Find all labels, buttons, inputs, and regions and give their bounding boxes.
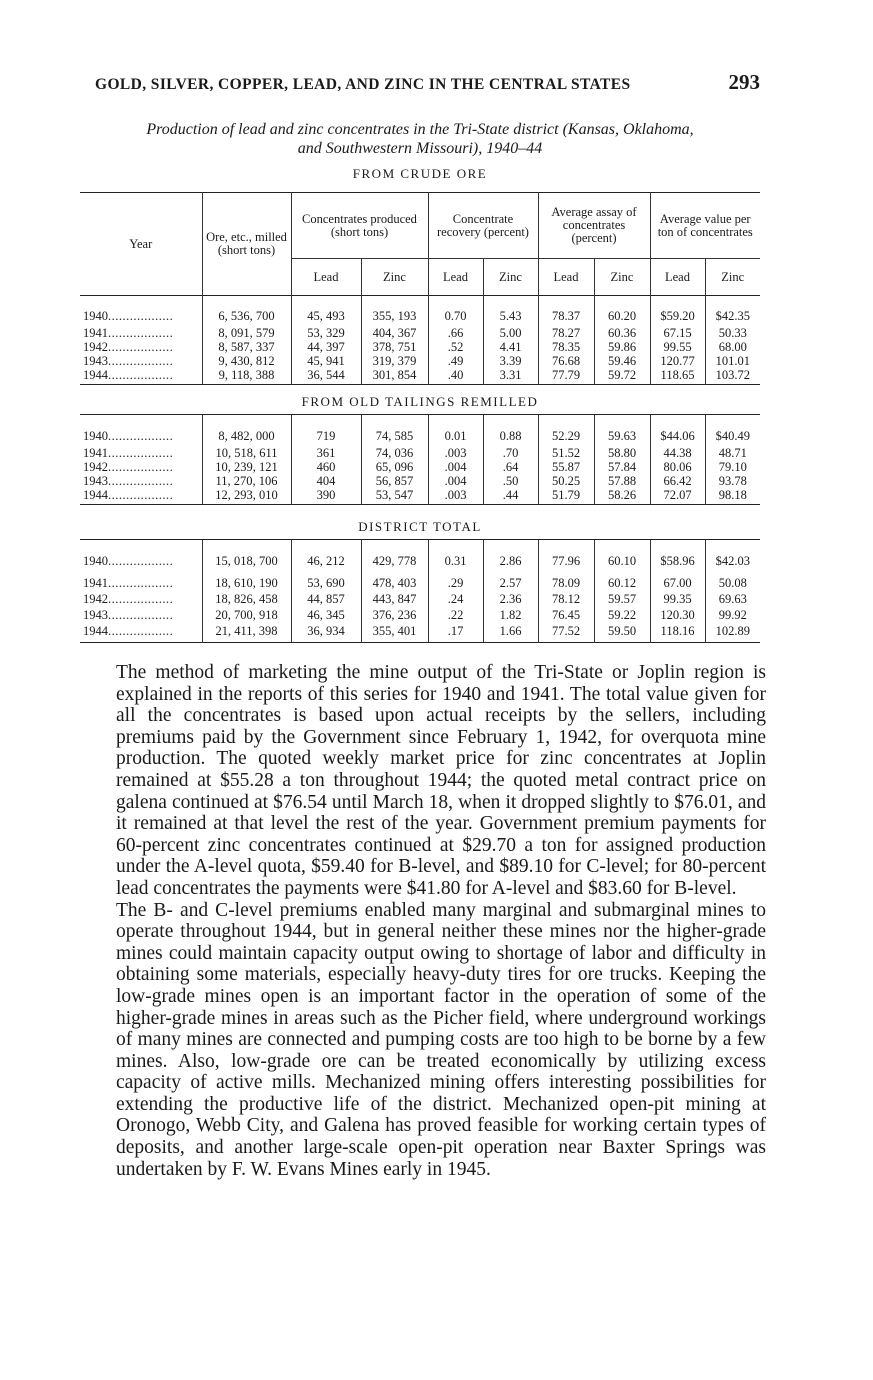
cell-assay-zinc: 58.80	[594, 448, 650, 462]
cell-ore: 6, 536, 700	[202, 295, 291, 328]
table-section-old-tailings	[80, 415, 760, 505]
cell-val-lead: 120.30	[650, 610, 705, 626]
cell-assay-lead: 78.27	[538, 328, 594, 342]
cell-conc-zinc: 74, 585	[361, 415, 428, 448]
table-filler-row	[80, 384, 760, 385]
cell-rec-zinc: 2.57	[483, 578, 538, 594]
cell-ore: 8, 482, 000	[202, 415, 291, 448]
cell-rec-zinc: .44	[483, 490, 538, 504]
cell-rec-lead: .24	[428, 594, 483, 610]
cell-ore: 9, 118, 388	[202, 370, 291, 384]
cell-assay-zinc: 60.10	[594, 540, 650, 578]
cell-conc-lead: 460	[291, 462, 361, 476]
cell-assay-lead: 77.96	[538, 540, 594, 578]
page-number: 293	[728, 70, 760, 94]
cell-conc-lead: 44, 857	[291, 594, 361, 610]
cell-ore: 9, 430, 812	[202, 356, 291, 370]
cell-rec-lead: .40	[428, 370, 483, 384]
cell-val-lead: 44.38	[650, 448, 705, 462]
cell-assay-lead: 76.68	[538, 356, 594, 370]
cell-year: 1941	[83, 326, 108, 341]
cell-val-lead: 67.00	[650, 578, 705, 594]
cell-conc-zinc: 65, 096	[361, 462, 428, 476]
table-row	[80, 295, 760, 328]
cell-val-zinc: 50.08	[705, 578, 760, 594]
cell-ore: 10, 518, 611	[202, 448, 291, 462]
header-ore-milled: Ore, etc., milled (short tons)	[202, 193, 291, 296]
cell-conc-zinc: 378, 751	[361, 342, 428, 356]
cell-year: 1940	[83, 309, 108, 323]
cell-val-zinc: 101.01	[705, 356, 760, 370]
leader-dots: ..................	[108, 309, 174, 323]
table-row	[80, 462, 760, 476]
header-value-lead: Lead	[650, 259, 705, 296]
table-row	[80, 328, 760, 342]
cell-assay-lead: 78.09	[538, 578, 594, 594]
cell-year: 1940	[83, 429, 108, 443]
section-title-district-total: DISTRICT TOTAL	[358, 519, 482, 534]
table-row	[80, 578, 760, 594]
cell-year: 1943	[83, 474, 108, 489]
cell-conc-zinc: 478, 403	[361, 578, 428, 594]
cell-ore: 8, 587, 337	[202, 342, 291, 356]
cell-rec-lead: .004	[428, 476, 483, 490]
cell-val-lead: 72.07	[650, 490, 705, 504]
cell-val-lead: $44.06	[650, 415, 705, 448]
cell-year: 1943	[83, 607, 108, 622]
cell-assay-lead: 51.79	[538, 490, 594, 504]
cell-ore: 21, 411, 398	[202, 626, 291, 642]
cell-val-lead: 80.06	[650, 462, 705, 476]
cell-val-lead: 99.55	[650, 342, 705, 356]
cell-assay-lead: 51.52	[538, 448, 594, 462]
header-value: Average value per ton of concentrates	[650, 193, 760, 259]
table-row	[80, 370, 760, 384]
cell-conc-zinc: 404, 367	[361, 328, 428, 342]
cell-assay-zinc: 59.22	[594, 610, 650, 626]
paragraph-2: The B- and C-level premiums enabled many marginal and submarginal mines to operate throughout 1944, but in general neither these mines nor the higher-grade mines could maintain capacity output owing to shortage of labor and difficulty in obtaining some materials, especially heavy-duty tires for ore trucks. Keeping the low-grade mines open is an important factor in the operation of some of the higher-grade mines in areas such as the Picher field, where underground workings of many mines are connected and pumping costs are too high to be borne by a few mines. Also, low-grade ore can be treated economically by utilizing excess capacity of active mills. Mechanized mining offers interesting possibilities for extending the productive life of the district. Mechanized open-pit mining at Oronogo, Webb City, and Galena has proved feasible for working certain types of deposits, and another large-scale open-pit operation near Baxter Springs was undertaken by F. W. Evans Mines early in 1945.	[116, 899, 766, 1180]
table-row	[80, 448, 760, 462]
cell-rec-zinc: 2.36	[483, 594, 538, 610]
cell-val-zinc: $42.03	[705, 540, 760, 578]
cell-rec-zinc: .50	[483, 476, 538, 490]
cell-rec-zinc: 1.82	[483, 610, 538, 626]
cell-assay-zinc: 60.12	[594, 578, 650, 594]
cell-assay-zinc: 59.86	[594, 342, 650, 356]
header-assay-zinc: Zinc	[594, 259, 650, 296]
cell-assay-lead: 77.79	[538, 370, 594, 384]
cell-assay-zinc: 58.26	[594, 490, 650, 504]
cell-assay-lead: 76.45	[538, 610, 594, 626]
header-recovery: Concentrate recovery (percent)	[428, 193, 538, 259]
cell-rec-zinc: 5.43	[483, 295, 538, 328]
cell-year: 1942	[83, 592, 108, 606]
cell-ore: 18, 610, 190	[202, 578, 291, 594]
cell-assay-lead: 55.87	[538, 462, 594, 476]
table-row	[80, 540, 760, 578]
cell-year: 1944	[83, 367, 108, 382]
cell-assay-zinc: 57.84	[594, 462, 650, 476]
cell-val-zinc: 93.78	[705, 476, 760, 490]
table-row	[80, 356, 760, 370]
cell-rec-lead: 0.01	[428, 415, 483, 448]
table-row	[80, 594, 760, 610]
leader-dots: ..................	[108, 460, 174, 475]
cell-conc-zinc: 56, 857	[361, 476, 428, 490]
cell-rec-zinc: .64	[483, 462, 538, 476]
cell-rec-lead: .003	[428, 490, 483, 504]
cell-val-lead: 99.35	[650, 594, 705, 610]
header-conc-lead: Lead	[291, 259, 361, 296]
leader-dots: ..................	[108, 592, 174, 606]
cell-conc-lead: 390	[291, 490, 361, 504]
cell-rec-lead: .52	[428, 342, 483, 356]
cell-year: 1942	[83, 460, 108, 475]
cell-ore: 15, 018, 700	[202, 540, 291, 578]
cell-rec-zinc: 1.66	[483, 626, 538, 642]
leader-dots: ..................	[108, 607, 174, 622]
header-assay-lead: Lead	[538, 259, 594, 296]
cell-conc-lead: 36, 934	[291, 626, 361, 642]
table-filler-row	[80, 504, 760, 505]
cell-assay-zinc: 60.20	[594, 295, 650, 328]
leader-dots: ..................	[108, 326, 174, 341]
running-head	[95, 70, 760, 95]
cell-rec-lead: .17	[428, 626, 483, 642]
table-caption	[80, 120, 760, 158]
cell-conc-lead: 46, 212	[291, 540, 361, 578]
cell-assay-zinc: 59.63	[594, 415, 650, 448]
leader-dots: ..................	[108, 487, 174, 502]
paragraph-1: The method of marketing the mine output of the Tri-State or Joplin region is explained in the reports of this series for 1940 and 1941. The total value given for all the concentrates is based upon actual receipts by the sellers, including premiums paid by the Government since February 1, 1942, for overquota mine production. The quoted weekly market price for zinc concentrates at Joplin remained at $55.28 a ton throughout 1944; the quoted metal contract price on galena continued at $76.54 until March 18, when it dropped slightly to $76.01, and it remained at that level the rest of the year. Government premium payments for 60-percent zinc concentrates continued at $29.70 a ton for assigned production under the A-level quota, $59.40 for B-level, and $89.10 for C-level; for 80-percent lead concentrates the payments were $41.80 for A-level and $83.60 for B-level.	[116, 662, 766, 899]
running-title: GOLD, SILVER, COPPER, LEAD, AND ZINC IN THE CENTRAL STATES	[95, 76, 631, 93]
cell-rec-lead: 0.31	[428, 540, 483, 578]
cell-rec-zinc: 3.39	[483, 356, 538, 370]
cell-rec-lead: .22	[428, 610, 483, 626]
cell-year: 1940	[83, 554, 108, 568]
section-title-old-tailings: FROM OLD TAILINGS REMILLED	[301, 394, 539, 409]
cell-assay-zinc: 60.36	[594, 328, 650, 342]
cell-conc-lead: 45, 493	[291, 295, 361, 328]
cell-val-zinc: $40.49	[705, 415, 760, 448]
cell-conc-lead: 53, 690	[291, 578, 361, 594]
cell-val-lead: 118.16	[650, 626, 705, 642]
table-row	[80, 626, 760, 642]
cell-assay-zinc: 59.46	[594, 356, 650, 370]
cell-rec-lead: .003	[428, 448, 483, 462]
cell-conc-zinc: 355, 401	[361, 626, 428, 642]
cell-val-zinc: 69.63	[705, 594, 760, 610]
table-row	[80, 415, 760, 448]
table-row	[80, 610, 760, 626]
cell-val-lead: 120.77	[650, 356, 705, 370]
caption-line-2: and Southwestern Missouri), 1940–44	[297, 140, 543, 157]
cell-assay-lead: 78.37	[538, 295, 594, 328]
cell-year: 1941	[83, 576, 108, 591]
header-assay: Average assay of concentrates (percent)	[538, 193, 650, 259]
cell-conc-zinc: 74, 036	[361, 448, 428, 462]
cell-conc-zinc: 376, 236	[361, 610, 428, 626]
cell-assay-zinc: 57.88	[594, 476, 650, 490]
cell-rec-zinc: .70	[483, 448, 538, 462]
cell-ore: 18, 826, 458	[202, 594, 291, 610]
cell-ore: 12, 293, 010	[202, 490, 291, 504]
cell-val-zinc: 68.00	[705, 342, 760, 356]
header-conc-zinc: Zinc	[361, 259, 428, 296]
cell-assay-lead: 77.52	[538, 626, 594, 642]
cell-val-zinc: 48.71	[705, 448, 760, 462]
leader-dots: ..................	[108, 474, 174, 489]
cell-val-zinc: 103.72	[705, 370, 760, 384]
cell-conc-lead: 719	[291, 415, 361, 448]
cell-conc-zinc: 319, 379	[361, 356, 428, 370]
cell-rec-lead: .004	[428, 462, 483, 476]
cell-conc-lead: 44, 397	[291, 342, 361, 356]
cell-assay-zinc: 59.57	[594, 594, 650, 610]
cell-assay-zinc: 59.72	[594, 370, 650, 384]
table-section-crude-ore	[80, 295, 760, 385]
cell-year: 1944	[83, 487, 108, 502]
cell-val-lead: 118.65	[650, 370, 705, 384]
cell-rec-lead: .49	[428, 356, 483, 370]
cell-ore: 20, 700, 918	[202, 610, 291, 626]
leader-dots: ..................	[108, 340, 174, 355]
cell-conc-lead: 36, 544	[291, 370, 361, 384]
leader-dots: ..................	[108, 429, 174, 443]
cell-ore: 8, 091, 579	[202, 328, 291, 342]
cell-rec-zinc: 4.41	[483, 342, 538, 356]
table-filler-row	[80, 642, 760, 643]
cell-val-zinc: 79.10	[705, 462, 760, 476]
cell-conc-lead: 361	[291, 448, 361, 462]
cell-conc-zinc: 443, 847	[361, 594, 428, 610]
cell-conc-zinc: 355, 193	[361, 295, 428, 328]
cell-ore: 10, 239, 121	[202, 462, 291, 476]
cell-conc-lead: 53, 329	[291, 328, 361, 342]
cell-rec-zinc: 5.00	[483, 328, 538, 342]
header-concentrates: Concentrates produced (short tons)	[291, 193, 428, 259]
cell-assay-lead: 52.29	[538, 415, 594, 448]
cell-assay-zinc: 59.50	[594, 626, 650, 642]
header-value-zinc: Zinc	[705, 259, 760, 296]
leader-dots: ..................	[108, 554, 174, 568]
cell-val-zinc: 50.33	[705, 328, 760, 342]
header-rec-lead: Lead	[428, 259, 483, 296]
cell-val-lead: $59.20	[650, 295, 705, 328]
cell-ore: 11, 270, 106	[202, 476, 291, 490]
cell-val-lead: 67.15	[650, 328, 705, 342]
table-row	[80, 476, 760, 490]
cell-rec-zinc: 0.88	[483, 415, 538, 448]
cell-rec-zinc: 2.86	[483, 540, 538, 578]
cell-assay-lead: 50.25	[538, 476, 594, 490]
cell-conc-lead: 46, 345	[291, 610, 361, 626]
cell-year: 1944	[83, 623, 108, 638]
cell-year: 1943	[83, 354, 108, 369]
cell-conc-zinc: 429, 778	[361, 540, 428, 578]
caption-line-1: Production of lead and zinc concentrates in the Tri-State district (Kansas, Oklahoma,	[146, 121, 694, 138]
header-rec-zinc: Zinc	[483, 259, 538, 296]
table-row	[80, 342, 760, 356]
cell-conc-zinc: 301, 854	[361, 370, 428, 384]
table-section-district-total	[80, 540, 760, 643]
cell-rec-zinc: 3.31	[483, 370, 538, 384]
table-header	[80, 192, 760, 296]
cell-val-zinc: 98.18	[705, 490, 760, 504]
cell-rec-lead: .66	[428, 328, 483, 342]
cell-val-lead: $58.96	[650, 540, 705, 578]
leader-dots: ..................	[108, 354, 174, 369]
body-text	[116, 662, 766, 1180]
header-year: Year	[129, 236, 153, 251]
cell-conc-zinc: 53, 547	[361, 490, 428, 504]
cell-conc-lead: 404	[291, 476, 361, 490]
cell-val-zinc: 102.89	[705, 626, 760, 642]
cell-year: 1942	[83, 340, 108, 355]
leader-dots: ..................	[108, 367, 174, 382]
cell-val-lead: 66.42	[650, 476, 705, 490]
cell-year: 1941	[83, 446, 108, 461]
leader-dots: ..................	[108, 446, 174, 461]
table-row	[80, 490, 760, 504]
cell-assay-lead: 78.12	[538, 594, 594, 610]
leader-dots: ..................	[108, 623, 174, 638]
cell-rec-lead: 0.70	[428, 295, 483, 328]
section-title-crude-ore: FROM CRUDE ORE	[352, 166, 488, 181]
cell-val-zinc: 99.92	[705, 610, 760, 626]
cell-assay-lead: 78.35	[538, 342, 594, 356]
cell-val-zinc: $42.35	[705, 295, 760, 328]
leader-dots: ..................	[108, 576, 174, 591]
cell-conc-lead: 45, 941	[291, 356, 361, 370]
cell-rec-lead: .29	[428, 578, 483, 594]
